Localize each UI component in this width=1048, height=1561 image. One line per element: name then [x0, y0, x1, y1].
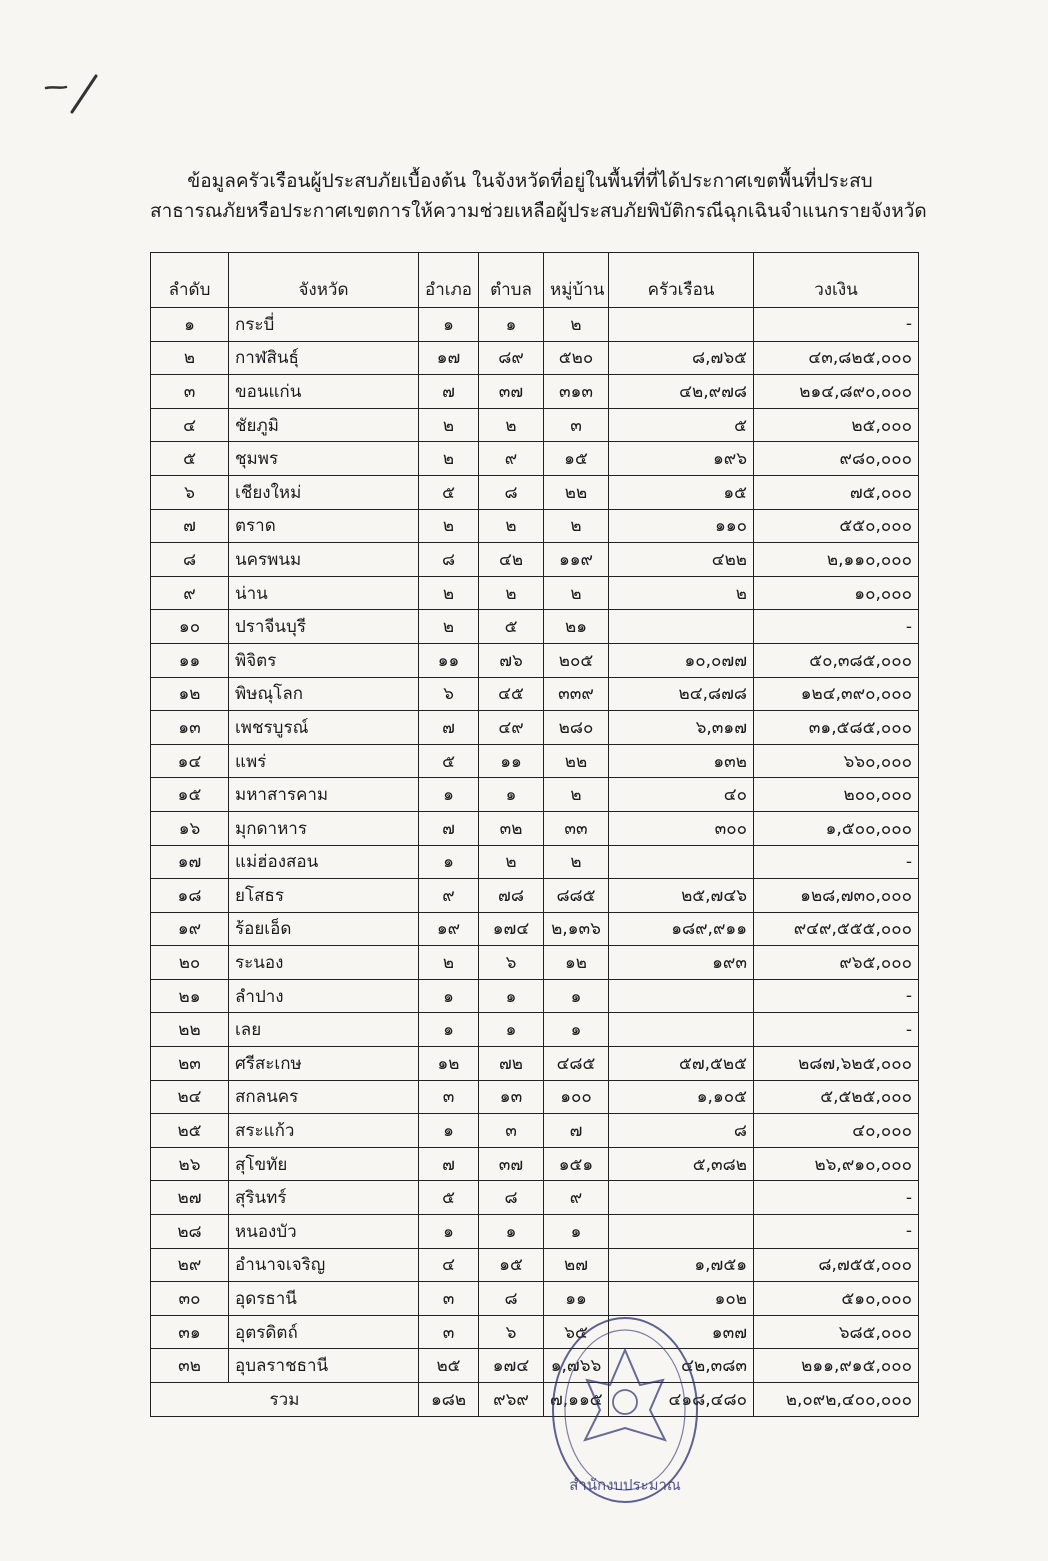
cell-amount: ๓๑,๕๘๕,๐๐๐: [754, 711, 919, 745]
table-row: [151, 1282, 919, 1316]
table-row: [151, 442, 919, 476]
cell-village: ๑๒: [544, 946, 609, 980]
cell-amount: ๘,๗๕๕,๐๐๐: [754, 1248, 919, 1282]
cell-amount: -: [754, 1013, 919, 1047]
cell-households: ๑๙๖: [609, 442, 754, 476]
cell-subdistrict: ๕: [479, 610, 544, 644]
cell-households: ๔๒,๙๗๘: [609, 375, 754, 409]
table-row: [151, 1114, 919, 1148]
cell-province: มุกดาหาร: [229, 811, 419, 845]
total-amount: ๒,๐๙๒,๔๐๐,๐๐๐: [754, 1383, 919, 1417]
cell-no: ๑๑: [151, 643, 229, 677]
cell-province: นครพนม: [229, 543, 419, 577]
cell-subdistrict: ๘: [479, 1181, 544, 1215]
cell-subdistrict: ๑๕: [479, 1248, 544, 1282]
cell-village: ๒: [544, 509, 609, 543]
cell-district: ๒: [419, 509, 479, 543]
cell-households: ๕๗,๕๒๕: [609, 1047, 754, 1081]
table-row: [151, 408, 919, 442]
cell-subdistrict: ๒: [479, 576, 544, 610]
cell-subdistrict: ๓๒: [479, 811, 544, 845]
cell-no: ๑๓: [151, 711, 229, 745]
cell-village: ๑: [544, 1013, 609, 1047]
cell-province: ศรีสะเกษ: [229, 1047, 419, 1081]
table-row: [151, 1215, 919, 1249]
cell-amount: ๒๖,๙๑๐,๐๐๐: [754, 1147, 919, 1181]
table-row: [151, 711, 919, 745]
table-row: [151, 643, 919, 677]
cell-district: ๕: [419, 475, 479, 509]
cell-subdistrict: ๘: [479, 475, 544, 509]
cell-village: ๕๒๐: [544, 341, 609, 375]
cell-province: อำนาจเจริญ: [229, 1248, 419, 1282]
cell-district: ๑: [419, 1215, 479, 1249]
cell-province: สุโขทัย: [229, 1147, 419, 1181]
cell-amount: -: [754, 1181, 919, 1215]
cell-subdistrict: ๓๗: [479, 375, 544, 409]
cell-subdistrict: ๓: [479, 1114, 544, 1148]
cell-village: ๗: [544, 1114, 609, 1148]
cell-district: ๒: [419, 610, 479, 644]
total-subdistrict: ๙๖๙: [479, 1383, 544, 1417]
cell-village: ๒๒: [544, 744, 609, 778]
cell-province: อุดรธานี: [229, 1282, 419, 1316]
cell-subdistrict: ๗๖: [479, 643, 544, 677]
cell-village: ๒: [544, 778, 609, 812]
cell-households: ๑๓๒: [609, 744, 754, 778]
cell-households: ๔๒,๓๘๓: [609, 1349, 754, 1383]
cell-amount: ๖๖๐,๐๐๐: [754, 744, 919, 778]
cell-subdistrict: ๑๗๔: [479, 912, 544, 946]
cell-province: ลำปาง: [229, 979, 419, 1013]
table-row: [151, 811, 919, 845]
table-row: [151, 1080, 919, 1114]
cell-households: ๒๔,๘๗๘: [609, 677, 754, 711]
table-row: [151, 576, 919, 610]
cell-no: ๒๓: [151, 1047, 229, 1081]
cell-amount: ๑๐,๐๐๐: [754, 576, 919, 610]
cell-amount: ๒๕,๐๐๐: [754, 408, 919, 442]
cell-households: ๘: [609, 1114, 754, 1148]
cell-no: ๒: [151, 341, 229, 375]
cell-no: ๖: [151, 475, 229, 509]
cell-province: พิษณุโลก: [229, 677, 419, 711]
cell-village: ๑: [544, 1215, 609, 1249]
cell-subdistrict: ๔๙: [479, 711, 544, 745]
cell-households: ๑๑๐: [609, 509, 754, 543]
cell-district: ๓: [419, 1080, 479, 1114]
cell-subdistrict: ๖: [479, 1315, 544, 1349]
cell-no: ๑๗: [151, 845, 229, 879]
cell-no: ๒๒: [151, 1013, 229, 1047]
cell-no: ๒๐: [151, 946, 229, 980]
cell-district: ๑๒: [419, 1047, 479, 1081]
cell-amount: ๕๑๐,๐๐๐: [754, 1282, 919, 1316]
table-row: [151, 475, 919, 509]
cell-households: ๔๒๒: [609, 543, 754, 577]
cell-no: ๓: [151, 375, 229, 409]
total-label: รวม: [151, 1383, 419, 1417]
cell-amount: -: [754, 610, 919, 644]
cell-province: สระแก้ว: [229, 1114, 419, 1148]
cell-province: ชัยภูมิ: [229, 408, 419, 442]
cell-amount: ๗๕,๐๐๐: [754, 475, 919, 509]
cell-village: ๒,๑๓๖: [544, 912, 609, 946]
cell-subdistrict: ๑: [479, 778, 544, 812]
cell-households: ๘,๗๖๕: [609, 341, 754, 375]
table-row: [151, 744, 919, 778]
cell-province: สุรินทร์: [229, 1181, 419, 1215]
cell-amount: ๒๐๐,๐๐๐: [754, 778, 919, 812]
cell-amount: ๕๕๐,๐๐๐: [754, 509, 919, 543]
cell-province: เชียงใหม่: [229, 475, 419, 509]
cell-subdistrict: ๑๓: [479, 1080, 544, 1114]
cell-district: ๑๙: [419, 912, 479, 946]
header-no: ลำดับ: [151, 253, 229, 308]
cell-province: ยโสธร: [229, 879, 419, 913]
cell-no: ๕: [151, 442, 229, 476]
cell-province: ปราจีนบุรี: [229, 610, 419, 644]
table-row: [151, 341, 919, 375]
cell-households: ๑,๑๐๕: [609, 1080, 754, 1114]
cell-households: ๑๓๗: [609, 1315, 754, 1349]
cell-amount: ๒๘๗,๖๒๕,๐๐๐: [754, 1047, 919, 1081]
cell-subdistrict: ๗๒: [479, 1047, 544, 1081]
table-row: [151, 979, 919, 1013]
cell-no: ๑๔: [151, 744, 229, 778]
cell-amount: ๔๓,๘๒๕,๐๐๐: [754, 341, 919, 375]
cell-households: ๑๐๒: [609, 1282, 754, 1316]
cell-no: ๒๙: [151, 1248, 229, 1282]
cell-village: ๑๐๐: [544, 1080, 609, 1114]
cell-village: ๑๑: [544, 1282, 609, 1316]
cell-district: ๑: [419, 845, 479, 879]
cell-no: ๑๖: [151, 811, 229, 845]
cell-district: ๒: [419, 408, 479, 442]
province-data-table: [150, 252, 919, 1417]
cell-subdistrict: ๑: [479, 1013, 544, 1047]
cell-province: สกลนคร: [229, 1080, 419, 1114]
cell-subdistrict: ๙: [479, 442, 544, 476]
cell-district: ๑๗: [419, 341, 479, 375]
table-row: [151, 1147, 919, 1181]
cell-district: ๑๑: [419, 643, 479, 677]
cell-no: ๑: [151, 308, 229, 342]
cell-subdistrict: ๑: [479, 979, 544, 1013]
cell-subdistrict: ๑: [479, 308, 544, 342]
cell-subdistrict: ๘: [479, 1282, 544, 1316]
table-row: [151, 1315, 919, 1349]
cell-district: ๒: [419, 442, 479, 476]
cell-households: ๑,๗๕๑: [609, 1248, 754, 1282]
cell-amount: ๙๖๕,๐๐๐: [754, 946, 919, 980]
cell-no: ๒๑: [151, 979, 229, 1013]
cell-district: ๖: [419, 677, 479, 711]
cell-households: ๖,๓๑๗: [609, 711, 754, 745]
cell-district: ๗: [419, 1147, 479, 1181]
table-row: [151, 879, 919, 913]
cell-households: [609, 308, 754, 342]
cell-households: [609, 610, 754, 644]
cell-households: ๕: [609, 408, 754, 442]
cell-village: ๑: [544, 979, 609, 1013]
cell-province: ตราด: [229, 509, 419, 543]
cell-subdistrict: ๑: [479, 1215, 544, 1249]
cell-district: ๕: [419, 1181, 479, 1215]
cell-households: ๑๐,๐๗๗: [609, 643, 754, 677]
cell-village: ๙: [544, 1181, 609, 1215]
cell-province: อุบลราชธานี: [229, 1349, 419, 1383]
cell-province: แม่ฮ่องสอน: [229, 845, 419, 879]
cell-village: ๓๓: [544, 811, 609, 845]
cell-district: ๕: [419, 744, 479, 778]
cell-district: ๓: [419, 1282, 479, 1316]
cell-subdistrict: ๔๒: [479, 543, 544, 577]
cell-village: ๒๒: [544, 475, 609, 509]
cell-village: ๒๗: [544, 1248, 609, 1282]
cell-amount: -: [754, 308, 919, 342]
cell-households: [609, 1215, 754, 1249]
table-row: [151, 1349, 919, 1383]
cell-village: ๒๘๐: [544, 711, 609, 745]
cell-village: ๘๘๕: [544, 879, 609, 913]
cell-province: กระบี่: [229, 308, 419, 342]
cell-village: ๑๕๑: [544, 1147, 609, 1181]
cell-households: ๑๙๓: [609, 946, 754, 980]
table-header-row: [151, 253, 919, 308]
cell-no: ๗: [151, 509, 229, 543]
cell-district: ๗: [419, 375, 479, 409]
cell-households: ๓๐๐: [609, 811, 754, 845]
cell-amount: ๑๒๔,๓๙๐,๐๐๐: [754, 677, 919, 711]
table-row: [151, 1047, 919, 1081]
handwritten-mark: [40, 70, 110, 120]
cell-no: ๒๘: [151, 1215, 229, 1249]
cell-subdistrict: ๑๑: [479, 744, 544, 778]
cell-district: ๗: [419, 711, 479, 745]
table-row: [151, 509, 919, 543]
cell-no: ๔: [151, 408, 229, 442]
cell-subdistrict: ๖: [479, 946, 544, 980]
cell-no: ๑๐: [151, 610, 229, 644]
cell-households: ๑๕: [609, 475, 754, 509]
table-row: [151, 543, 919, 577]
header-province: จังหวัด: [229, 253, 419, 308]
cell-amount: ๖๘๕,๐๐๐: [754, 1315, 919, 1349]
cell-village: ๓๑๓: [544, 375, 609, 409]
cell-no: ๒๕: [151, 1114, 229, 1148]
total-district: ๑๘๒: [419, 1383, 479, 1417]
cell-subdistrict: ๑๗๔: [479, 1349, 544, 1383]
document-title-line-1: ข้อมูลครัวเรือนผู้ประสบภัยเบื้องต้น ในจังหวัดที่อยู่ในพื้นที่ที่ได้ประกาศเขตพื้นที่ประสบ: [187, 170, 873, 192]
cell-no: ๙: [151, 576, 229, 610]
cell-no: ๑๙: [151, 912, 229, 946]
cell-households: ๔๐: [609, 778, 754, 812]
cell-subdistrict: ๒: [479, 408, 544, 442]
total-households: ๔๑๘,๔๘๐: [609, 1383, 754, 1417]
cell-amount: ๑๒๘,๗๓๐,๐๐๐: [754, 879, 919, 913]
cell-district: ๒๕: [419, 1349, 479, 1383]
cell-subdistrict: ๗๘: [479, 879, 544, 913]
cell-households: [609, 845, 754, 879]
cell-village: ๒: [544, 845, 609, 879]
cell-amount: ๕๐,๓๘๕,๐๐๐: [754, 643, 919, 677]
cell-amount: ๕,๕๒๕,๐๐๐: [754, 1080, 919, 1114]
cell-province: เพชรบูรณ์: [229, 711, 419, 745]
cell-subdistrict: ๒: [479, 509, 544, 543]
cell-amount: ๙๘๐,๐๐๐: [754, 442, 919, 476]
table-row: [151, 1013, 919, 1047]
cell-province: อุตรดิตถ์: [229, 1315, 419, 1349]
table-row: [151, 610, 919, 644]
cell-province: มหาสารคาม: [229, 778, 419, 812]
table-row: [151, 1248, 919, 1282]
table-row: [151, 375, 919, 409]
cell-no: ๒๖: [151, 1147, 229, 1181]
cell-district: ๒: [419, 946, 479, 980]
cell-amount: ๒๑๑,๙๑๕,๐๐๐: [754, 1349, 919, 1383]
table-row: [151, 912, 919, 946]
cell-no: ๒๗: [151, 1181, 229, 1215]
cell-amount: -: [754, 979, 919, 1013]
cell-no: ๑๕: [151, 778, 229, 812]
cell-households: ๕,๓๘๒: [609, 1147, 754, 1181]
cell-amount: ๒๑๔,๘๙๐,๐๐๐: [754, 375, 919, 409]
cell-no: ๒๔: [151, 1080, 229, 1114]
seal-text: สำนักงบประมาณ: [569, 1476, 681, 1494]
cell-no: ๘: [151, 543, 229, 577]
cell-district: ๑: [419, 979, 479, 1013]
cell-province: ระนอง: [229, 946, 419, 980]
cell-households: ๒: [609, 576, 754, 610]
header-district: อำเภอ: [419, 253, 479, 308]
cell-province: พิจิตร: [229, 643, 419, 677]
cell-province: ชุมพร: [229, 442, 419, 476]
cell-amount: ๒,๑๑๐,๐๐๐: [754, 543, 919, 577]
cell-no: ๓๐: [151, 1282, 229, 1316]
cell-district: ๘: [419, 543, 479, 577]
cell-district: ๒: [419, 576, 479, 610]
cell-village: ๑๑๙: [544, 543, 609, 577]
table-row: [151, 778, 919, 812]
cell-village: ๒: [544, 308, 609, 342]
table-row: [151, 308, 919, 342]
cell-no: ๑๒: [151, 677, 229, 711]
cell-households: ๒๕,๗๔๖: [609, 879, 754, 913]
cell-district: ๑: [419, 1013, 479, 1047]
cell-province: ร้อยเอ็ด: [229, 912, 419, 946]
cell-amount: ๔๐,๐๐๐: [754, 1114, 919, 1148]
total-village: ๗,๑๑๕: [544, 1383, 609, 1417]
header-village: หมู่บ้าน: [544, 253, 609, 308]
cell-subdistrict: ๘๙: [479, 341, 544, 375]
header-subdistrict: ตำบล: [479, 253, 544, 308]
cell-province: ขอนแก่น: [229, 375, 419, 409]
cell-subdistrict: ๓๗: [479, 1147, 544, 1181]
cell-subdistrict: ๔๕: [479, 677, 544, 711]
cell-district: ๗: [419, 811, 479, 845]
cell-households: [609, 1013, 754, 1047]
cell-province: หนองบัว: [229, 1215, 419, 1249]
cell-amount: ๑,๕๐๐,๐๐๐: [754, 811, 919, 845]
cell-households: [609, 1181, 754, 1215]
cell-village: ๓: [544, 408, 609, 442]
cell-province: กาฬสินธุ์: [229, 341, 419, 375]
cell-village: ๓๓๙: [544, 677, 609, 711]
cell-amount: ๙๔๙,๕๕๕,๐๐๐: [754, 912, 919, 946]
cell-district: ๔: [419, 1248, 479, 1282]
cell-district: ๑: [419, 308, 479, 342]
cell-village: ๒: [544, 576, 609, 610]
table-total-row: [151, 1383, 919, 1417]
cell-no: ๑๘: [151, 879, 229, 913]
cell-no: ๓๒: [151, 1349, 229, 1383]
cell-province: เลย: [229, 1013, 419, 1047]
header-amount: วงเงิน: [754, 253, 919, 308]
cell-households: [609, 979, 754, 1013]
cell-village: ๖๕: [544, 1315, 609, 1349]
cell-district: ๙: [419, 879, 479, 913]
cell-no: ๓๑: [151, 1315, 229, 1349]
cell-district: ๓: [419, 1315, 479, 1349]
table-row: [151, 677, 919, 711]
cell-district: ๑: [419, 778, 479, 812]
cell-village: ๑,๗๖๖: [544, 1349, 609, 1383]
cell-amount: -: [754, 845, 919, 879]
cell-village: ๒๑: [544, 610, 609, 644]
cell-province: แพร่: [229, 744, 419, 778]
cell-subdistrict: ๒: [479, 845, 544, 879]
table-row: [151, 845, 919, 879]
cell-village: ๑๕: [544, 442, 609, 476]
cell-amount: -: [754, 1215, 919, 1249]
table-row: [151, 946, 919, 980]
cell-village: ๔๘๕: [544, 1047, 609, 1081]
document-title-line-2: สาธารณภัยหรือประกาศเขตการให้ความช่วยเหลือผู้ประสบภัยพิบัติกรณีฉุกเฉินจำแนกรายจังหวัด: [150, 200, 927, 222]
cell-district: ๑: [419, 1114, 479, 1148]
cell-village: ๒๐๕: [544, 643, 609, 677]
cell-province: น่าน: [229, 576, 419, 610]
table-row: [151, 1181, 919, 1215]
cell-households: ๑๘๙,๙๑๑: [609, 912, 754, 946]
header-households: ครัวเรือน: [609, 253, 754, 308]
